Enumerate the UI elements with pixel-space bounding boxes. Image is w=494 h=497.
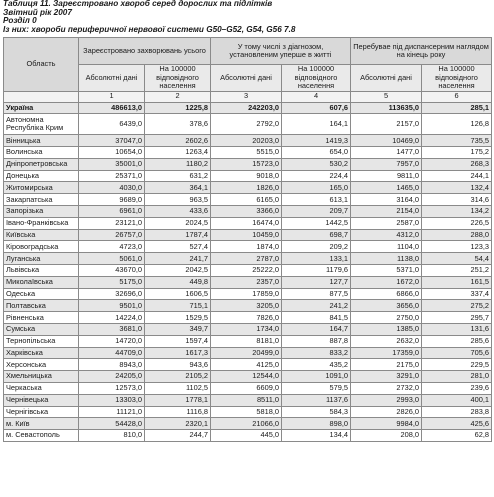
header-region: Область [4,38,79,92]
registered-per100k-cell: 433,6 [145,206,211,218]
dispensary-abs-cell: 113635,0 [351,102,422,114]
table-subtitle: Із них: хвороби периферичної нервової системи G50–G52, G54, G56 7.8 [3,24,296,34]
region-cell: Миколаївська [4,276,79,288]
first-per100k-cell: 877,5 [282,288,351,300]
registered-abs-cell: 486613,0 [79,102,145,114]
registered-per100k-cell: 2042,5 [145,265,211,277]
table-row [4,406,492,418]
first-per100k-cell: 607,6 [282,102,351,114]
registered-abs-cell: 44709,0 [79,347,145,359]
first-abs-cell: 3205,0 [211,300,282,312]
dispensary-per100k-cell: 134,2 [422,206,492,218]
region-cell: Чернівецька [4,394,79,406]
first-per100k-cell: 841,5 [282,312,351,324]
column-number: 6 [422,91,492,102]
region-cell: Тернопільська [4,335,79,347]
table-row [4,265,492,277]
first-per100k-cell: 698,7 [282,229,351,241]
registered-per100k-cell: 1597,4 [145,335,211,347]
first-abs-cell: 8511,0 [211,394,282,406]
registered-per100k-cell: 2105,2 [145,371,211,383]
dispensary-abs-cell: 2826,0 [351,406,422,418]
dispensary-abs-cell: 17359,0 [351,347,422,359]
first-abs-cell: 1826,0 [211,182,282,194]
first-per100k-cell: 654,0 [282,147,351,159]
dispensary-per100k-cell: 229,5 [422,359,492,371]
first-abs-cell: 4125,0 [211,359,282,371]
registered-abs-cell: 12573,0 [79,383,145,395]
registered-per100k-cell: 1180,2 [145,158,211,170]
region-cell: Черкаська [4,383,79,395]
region-cell: Закарпатська [4,194,79,206]
registered-per100k-cell: 241,7 [145,253,211,265]
first-per100k-cell: 898,0 [282,418,351,430]
first-abs-cell: 17859,0 [211,288,282,300]
registered-abs-cell: 5175,0 [79,276,145,288]
table-row [4,288,492,300]
region-cell: Львівська [4,265,79,277]
header-abs-2: Абсолютні дані [211,65,282,92]
region-cell: м. Севастополь [4,430,79,442]
first-abs-cell: 15723,0 [211,158,282,170]
region-cell: Дніпропетровська [4,158,79,170]
dispensary-abs-cell: 1465,0 [351,182,422,194]
first-per100k-cell: 133,1 [282,253,351,265]
region-cell: м. Київ [4,418,79,430]
registered-per100k-cell: 527,4 [145,241,211,253]
header-number-blank [4,91,79,102]
first-per100k-cell: 224,4 [282,170,351,182]
table-title-block [3,0,295,34]
registered-abs-cell: 14224,0 [79,312,145,324]
table-row [4,394,492,406]
first-per100k-cell: 1442,5 [282,217,351,229]
header-dispensary: Перебувае під диспансерним наглядом на кінець року [351,38,492,65]
dispensary-per100k-cell: 54,4 [422,253,492,265]
first-per100k-cell: 241,2 [282,300,351,312]
report-year: Звітний рік 2007 [3,7,72,17]
region-cell: Кіровоградська [4,241,79,253]
first-abs-cell: 6165,0 [211,194,282,206]
table-row [4,430,492,442]
region-cell: Донецька [4,170,79,182]
registered-abs-cell: 35001,0 [79,158,145,170]
first-per100k-cell: 209,7 [282,206,351,218]
registered-per100k-cell: 2602,6 [145,135,211,147]
region-cell: Україна [4,102,79,114]
table-row [4,276,492,288]
first-abs-cell: 8181,0 [211,335,282,347]
first-per100k-cell: 1419,3 [282,135,351,147]
dispensary-per100k-cell: 131,6 [422,324,492,336]
table-row [4,335,492,347]
dispensary-abs-cell: 1104,0 [351,241,422,253]
dispensary-per100k-cell: 425,6 [422,418,492,430]
first-per100k-cell: 887,8 [282,335,351,347]
dispensary-abs-cell: 10469,0 [351,135,422,147]
first-per100k-cell: 1137,6 [282,394,351,406]
dispensary-per100k-cell: 285,1 [422,102,492,114]
table-row [4,170,492,182]
registered-per100k-cell: 1778,1 [145,394,211,406]
region-cell: Харківська [4,347,79,359]
registered-per100k-cell: 378,6 [145,114,211,135]
registered-abs-cell: 10654,0 [79,147,145,159]
table-row [4,383,492,395]
dispensary-per100k-cell: 161,5 [422,276,492,288]
dispensary-abs-cell: 2154,0 [351,206,422,218]
registered-abs-cell: 43670,0 [79,265,145,277]
registered-abs-cell: 8943,0 [79,359,145,371]
registered-abs-cell: 6439,0 [79,114,145,135]
table-row [4,158,492,170]
dispensary-per100k-cell: 275,2 [422,300,492,312]
registered-per100k-cell: 715,1 [145,300,211,312]
dispensary-abs-cell: 6866,0 [351,288,422,300]
table-row [4,217,492,229]
dispensary-per100k-cell: 126,8 [422,114,492,135]
table-row [4,359,492,371]
region-cell: Автономна Республіка Крим [4,114,79,135]
region-cell: Луганська [4,253,79,265]
statistics-table [3,37,492,442]
registered-per100k-cell: 1116,8 [145,406,211,418]
table-row [4,300,492,312]
dispensary-per100k-cell: 705,6 [422,347,492,359]
dispensary-per100k-cell: 239,6 [422,383,492,395]
dispensary-per100k-cell: 268,3 [422,158,492,170]
dispensary-abs-cell: 1138,0 [351,253,422,265]
region-cell: Одеська [4,288,79,300]
registered-per100k-cell: 449,8 [145,276,211,288]
table-row [4,241,492,253]
registered-per100k-cell: 2024,5 [145,217,211,229]
registered-per100k-cell: 349,7 [145,324,211,336]
dispensary-abs-cell: 7957,0 [351,158,422,170]
registered-abs-cell: 5061,0 [79,253,145,265]
first-abs-cell: 9018,0 [211,170,282,182]
dispensary-per100k-cell: 400,1 [422,394,492,406]
column-number: 4 [282,91,351,102]
table-row [4,147,492,159]
registered-abs-cell: 37047,0 [79,135,145,147]
first-abs-cell: 2357,0 [211,276,282,288]
table-row [4,312,492,324]
first-abs-cell: 21066,0 [211,418,282,430]
registered-per100k-cell: 244,7 [145,430,211,442]
dispensary-per100k-cell: 123,3 [422,241,492,253]
registered-abs-cell: 3681,0 [79,324,145,336]
table-row [4,206,492,218]
dispensary-abs-cell: 2157,0 [351,114,422,135]
first-abs-cell: 1874,0 [211,241,282,253]
table-row [4,324,492,336]
region-cell: Чернігівська [4,406,79,418]
table-body [4,102,492,442]
registered-abs-cell: 9689,0 [79,194,145,206]
dispensary-per100k-cell: 244,1 [422,170,492,182]
first-abs-cell: 16474,0 [211,217,282,229]
first-abs-cell: 445,0 [211,430,282,442]
header-abs-1: Абсолютні дані [79,65,145,92]
dispensary-abs-cell: 2175,0 [351,359,422,371]
registered-per100k-cell: 1787,4 [145,229,211,241]
dispensary-per100k-cell: 285,6 [422,335,492,347]
registered-per100k-cell: 1102,5 [145,383,211,395]
first-abs-cell: 20499,0 [211,347,282,359]
region-cell: Рівненська [4,312,79,324]
region-cell: Вінницька [4,135,79,147]
dispensary-abs-cell: 1477,0 [351,147,422,159]
registered-per100k-cell: 1263,4 [145,147,211,159]
dispensary-abs-cell: 2632,0 [351,335,422,347]
first-abs-cell: 20203,0 [211,135,282,147]
registered-per100k-cell: 364,1 [145,182,211,194]
region-cell: Херсонська [4,359,79,371]
registered-abs-cell: 6961,0 [79,206,145,218]
registered-abs-cell: 25371,0 [79,170,145,182]
dispensary-per100k-cell: 337,4 [422,288,492,300]
first-abs-cell: 25222,0 [211,265,282,277]
dispensary-per100k-cell: 175,2 [422,147,492,159]
dispensary-abs-cell: 3656,0 [351,300,422,312]
region-cell: Івано-Франківська [4,217,79,229]
registered-abs-cell: 32696,0 [79,288,145,300]
first-abs-cell: 1734,0 [211,324,282,336]
first-abs-cell: 10459,0 [211,229,282,241]
header-first-diagnosed: У тому числі з діагнозом, установленим уперше в житті [211,38,351,65]
first-abs-cell: 2792,0 [211,114,282,135]
registered-abs-cell: 4030,0 [79,182,145,194]
registered-per100k-cell: 963,5 [145,194,211,206]
registered-abs-cell: 14720,0 [79,335,145,347]
first-abs-cell: 2787,0 [211,253,282,265]
header-per100k-1: На 100000 відповідного населення [145,65,211,92]
dispensary-per100k-cell: 735,5 [422,135,492,147]
first-abs-cell: 3366,0 [211,206,282,218]
region-cell: Волинська [4,147,79,159]
dispensary-per100k-cell: 62,8 [422,430,492,442]
first-per100k-cell: 584,3 [282,406,351,418]
region-cell: Хмельницька [4,371,79,383]
dispensary-per100k-cell: 132,4 [422,182,492,194]
table-row [4,194,492,206]
first-per100k-cell: 435,2 [282,359,351,371]
registered-abs-cell: 54428,0 [79,418,145,430]
column-number: 5 [351,91,422,102]
dispensary-per100k-cell: 251,2 [422,265,492,277]
dispensary-abs-cell: 3291,0 [351,371,422,383]
first-abs-cell: 7826,0 [211,312,282,324]
dispensary-abs-cell: 1672,0 [351,276,422,288]
dispensary-abs-cell: 3164,0 [351,194,422,206]
registered-per100k-cell: 1617,3 [145,347,211,359]
header-per100k-2: На 100000 відповідного населення [282,65,351,92]
first-per100k-cell: 134,4 [282,430,351,442]
first-abs-cell: 242203,0 [211,102,282,114]
first-per100k-cell: 530,2 [282,158,351,170]
registered-abs-cell: 26757,0 [79,229,145,241]
registered-abs-cell: 9501,0 [79,300,145,312]
registered-per100k-cell: 1529,5 [145,312,211,324]
registered-per100k-cell: 1606,5 [145,288,211,300]
first-abs-cell: 6609,0 [211,383,282,395]
dispensary-per100k-cell: 283,8 [422,406,492,418]
dispensary-per100k-cell: 281,0 [422,371,492,383]
table-title: Таблиця 11. Зареєстровано хвороб серед дорослих та підлітків [3,0,273,8]
dispensary-abs-cell: 2587,0 [351,217,422,229]
first-per100k-cell: 1179,6 [282,265,351,277]
dispensary-per100k-cell: 314,6 [422,194,492,206]
first-per100k-cell: 164,1 [282,114,351,135]
table-row [4,114,492,135]
table-row [4,135,492,147]
dispensary-abs-cell: 5371,0 [351,265,422,277]
first-per100k-cell: 1091,0 [282,371,351,383]
dispensary-per100k-cell: 288,0 [422,229,492,241]
column-number: 1 [79,91,145,102]
dispensary-abs-cell: 9811,0 [351,170,422,182]
table-row [4,347,492,359]
dispensary-per100k-cell: 295,7 [422,312,492,324]
first-abs-cell: 5515,0 [211,147,282,159]
dispensary-abs-cell: 1385,0 [351,324,422,336]
registered-abs-cell: 23121,0 [79,217,145,229]
table-row [4,102,492,114]
registered-per100k-cell: 1225,8 [145,102,211,114]
dispensary-per100k-cell: 226,5 [422,217,492,229]
registered-per100k-cell: 2320,1 [145,418,211,430]
first-abs-cell: 5818,0 [211,406,282,418]
dispensary-abs-cell: 2750,0 [351,312,422,324]
table-row [4,371,492,383]
region-cell: Полтавська [4,300,79,312]
region-cell: Запорізька [4,206,79,218]
dispensary-abs-cell: 208,0 [351,430,422,442]
first-per100k-cell: 209,2 [282,241,351,253]
registered-abs-cell: 810,0 [79,430,145,442]
column-number: 3 [211,91,282,102]
table-row [4,418,492,430]
dispensary-abs-cell: 9984,0 [351,418,422,430]
table-row [4,182,492,194]
header-registered-total: Зареєстровано захворювань усього [79,38,211,65]
first-per100k-cell: 127,7 [282,276,351,288]
section-label: Розділ 0 [3,16,37,26]
region-cell: Київська [4,229,79,241]
dispensary-abs-cell: 4312,0 [351,229,422,241]
table-row [4,253,492,265]
registered-abs-cell: 24205,0 [79,371,145,383]
header-per100k-3: На 100000 відповідного населення [422,65,492,92]
dispensary-abs-cell: 2732,0 [351,383,422,395]
registered-abs-cell: 4723,0 [79,241,145,253]
column-number: 2 [145,91,211,102]
table-row [4,229,492,241]
first-per100k-cell: 579,5 [282,383,351,395]
dispensary-abs-cell: 2993,0 [351,394,422,406]
first-per100k-cell: 164,7 [282,324,351,336]
first-per100k-cell: 613,1 [282,194,351,206]
first-per100k-cell: 165,0 [282,182,351,194]
region-cell: Сумська [4,324,79,336]
registered-per100k-cell: 943,6 [145,359,211,371]
first-per100k-cell: 833,2 [282,347,351,359]
registered-per100k-cell: 631,2 [145,170,211,182]
first-abs-cell: 12544,0 [211,371,282,383]
region-cell: Житомирська [4,182,79,194]
registered-abs-cell: 11121,0 [79,406,145,418]
header-abs-3: Абсолютні дані [351,65,422,92]
registered-abs-cell: 13303,0 [79,394,145,406]
